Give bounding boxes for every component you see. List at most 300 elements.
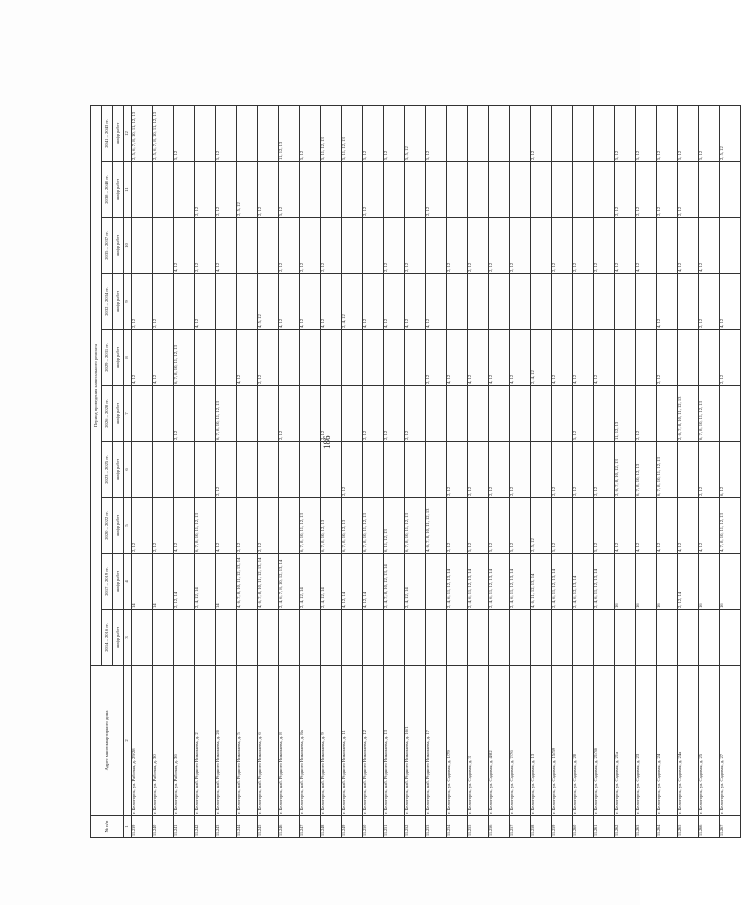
work-codes-cell: [153, 610, 174, 666]
work-codes-cell: [594, 610, 615, 666]
work-codes-cell: [300, 330, 321, 386]
work-codes-cell: [531, 442, 552, 498]
period-header: 2041 – 2043 гг.: [102, 105, 113, 161]
work-codes-cell: [342, 386, 363, 442]
work-codes-cell: [510, 610, 531, 666]
row-number: 11.258: [531, 816, 552, 838]
work-codes-cell: [615, 610, 636, 666]
work-codes-cell: 2, 12: [384, 386, 405, 442]
work-codes-cell: 4, 12: [384, 274, 405, 330]
work-codes-cell: [405, 442, 426, 498]
work-codes-cell: 4, 12: [636, 498, 657, 554]
work-codes-cell: 2, 12: [594, 218, 615, 274]
work-codes-cell: 2, 4, 7, 8, 10, 12, 13, 14: [384, 554, 405, 610]
work-codes-cell: 4, 12, 14: [363, 554, 384, 610]
period-header: 2017 – 2019 гг.: [102, 554, 113, 610]
work-codes-cell: 4, 12: [657, 498, 678, 554]
column-number: 9: [124, 274, 132, 330]
work-codes-cell: 2, 12: [258, 498, 279, 554]
work-codes-cell: [426, 610, 447, 666]
work-codes-cell: 4, 12: [699, 498, 720, 554]
work-codes-cell: [510, 386, 531, 442]
work-codes-cell: 4, 12: [720, 274, 741, 330]
column-number-row: [124, 105, 132, 837]
row-number: 11.262: [615, 816, 636, 838]
row-address: г. Белогорск, ул. Садовая, д. 7/76: [510, 666, 531, 816]
work-codes-cell: 5, 12: [489, 498, 510, 554]
work-codes-cell: [594, 162, 615, 218]
work-codes-cell: 2, 12: [636, 162, 657, 218]
work-codes-cell: 5, 12: [678, 105, 699, 161]
work-codes-cell: 2, 4, 12: [342, 274, 363, 330]
table-row: [489, 105, 510, 837]
work-codes-cell: [552, 105, 573, 161]
row-number: 11.245: [258, 816, 279, 838]
page-number: 186: [322, 435, 332, 449]
work-codes-cell: 2, 12: [132, 274, 153, 330]
work-codes-cell: 4, 12: [237, 330, 258, 386]
work-codes-cell: 2, 12: [405, 218, 426, 274]
work-codes-cell: 4, 12: [216, 218, 237, 274]
table-row: [300, 105, 321, 837]
work-codes-cell: 4, 12: [279, 274, 300, 330]
work-codes-cell: [405, 330, 426, 386]
sub-header: шифр работ: [113, 162, 124, 218]
row-number: 11.255: [468, 816, 489, 838]
work-codes-cell: [174, 274, 195, 330]
work-codes-cell: 4, 6, 7, 8, 10, 11, 12, 13, 14: [258, 554, 279, 610]
work-codes-cell: [237, 386, 258, 442]
work-codes-cell: [531, 162, 552, 218]
work-codes-cell: [237, 218, 258, 274]
work-codes-cell: 5, 5, 12: [405, 105, 426, 161]
table-row: [657, 105, 678, 837]
work-codes-cell: [153, 162, 174, 218]
work-codes-cell: 4, 12: [657, 274, 678, 330]
column-number: 10: [124, 218, 132, 274]
work-codes-cell: 5, 12: [468, 498, 489, 554]
work-codes-cell: 2, 12: [468, 442, 489, 498]
work-codes-cell: 2, 4, 6, 12, 13, 14: [573, 554, 594, 610]
period-header: 2029 – 2031 гг.: [102, 330, 113, 386]
work-codes-cell: 2, 4, 6, 11, 12, 13, 14: [510, 554, 531, 610]
work-codes-cell: [573, 274, 594, 330]
sub-header: шифр работ: [113, 554, 124, 610]
work-codes-cell: 4, 12: [636, 218, 657, 274]
work-codes-cell: [195, 105, 216, 161]
work-codes-cell: [699, 330, 720, 386]
work-codes-cell: 6, 11, 12, 13: [384, 498, 405, 554]
work-codes-cell: 2, 12: [279, 386, 300, 442]
work-codes-cell: [489, 162, 510, 218]
table-row: [699, 105, 720, 837]
work-codes-cell: [300, 162, 321, 218]
work-codes-cell: [699, 610, 720, 666]
work-codes-cell: 2, 12: [405, 386, 426, 442]
row-number: 11.239: [132, 816, 153, 838]
row-number: 11.264: [657, 816, 678, 838]
table-row: [636, 105, 657, 837]
row-number: 11.261: [594, 816, 615, 838]
work-codes-cell: 5, 12: [279, 162, 300, 218]
work-codes-cell: [384, 610, 405, 666]
row-address: г. Белогорск, ул. Садовая, д. 1/79: [447, 666, 468, 816]
work-codes-cell: 2, 12: [489, 442, 510, 498]
row-number: 11.249: [342, 816, 363, 838]
work-codes-cell: 5, 12: [636, 105, 657, 161]
work-codes-cell: 14: [216, 554, 237, 610]
row-address: г. Белогорск, ул. Садовая, д. 24а: [678, 666, 699, 816]
work-codes-cell: [342, 218, 363, 274]
work-codes-cell: [321, 442, 342, 498]
table-row: [510, 105, 531, 837]
work-codes-cell: [678, 442, 699, 498]
work-codes-cell: 4, 12: [321, 274, 342, 330]
row-number: 11.263: [636, 816, 657, 838]
row-number: 11.240: [153, 816, 174, 838]
work-codes-cell: [153, 386, 174, 442]
work-codes-cell: [678, 330, 699, 386]
header-num: № п/п: [91, 816, 124, 838]
work-codes-cell: 6, 7, 8, 10, 11, 12, 13: [300, 498, 321, 554]
work-codes-cell: 2, 4, 12, 14: [195, 554, 216, 610]
row-number: 11.265: [678, 816, 699, 838]
row-address: г. Белогорск, наб. Родного Николаева, д. 17: [426, 666, 447, 816]
work-codes-cell: 2, 12: [342, 442, 363, 498]
work-codes-cell: 2, 12: [657, 162, 678, 218]
capital-repair-schedule-table: [90, 105, 741, 838]
row-number: 11.254: [447, 816, 468, 838]
table-row: [468, 105, 489, 837]
work-codes-cell: [552, 274, 573, 330]
work-codes-cell: 2, 12: [552, 442, 573, 498]
work-codes-cell: [363, 610, 384, 666]
work-codes-cell: 2, 4, 12, 14: [321, 554, 342, 610]
row-number: 11.253: [426, 816, 447, 838]
work-codes-cell: 2, 4, 12: [531, 330, 552, 386]
column-number: 8: [124, 330, 132, 386]
work-codes-cell: 2, 12: [636, 386, 657, 442]
table-row: [363, 105, 384, 837]
work-codes-cell: 4, 12: [615, 498, 636, 554]
work-codes-cell: 2, 5, 6, 7, 8, 10, 11, 12, 13: [153, 105, 174, 161]
work-codes-cell: [195, 442, 216, 498]
work-codes-cell: 2, 12: [258, 162, 279, 218]
column-number: 2: [124, 666, 132, 816]
period-header: 2023 – 2025 гг.: [102, 442, 113, 498]
work-codes-cell: [468, 105, 489, 161]
work-codes-cell: 5, 12: [594, 498, 615, 554]
row-address: г. Белогорск, наб. Родного Николаева, д. 12: [363, 666, 384, 816]
row-address: г. Белогорск, ул. Садовая, д. 4/82: [489, 666, 510, 816]
work-codes-cell: [510, 105, 531, 161]
sub-header: шифр работ: [113, 330, 124, 386]
work-codes-cell: 2, 4, 12, 14: [300, 554, 321, 610]
work-codes-cell: 16: [636, 554, 657, 610]
work-codes-cell: [447, 386, 468, 442]
work-codes-cell: 6, 7, 8, 10, 11, 12, 13: [174, 330, 195, 386]
work-codes-cell: [342, 610, 363, 666]
work-codes-cell: [195, 330, 216, 386]
row-number: 11.259: [552, 816, 573, 838]
work-codes-cell: 6, 7, 8, 10, 12, 13: [321, 498, 342, 554]
work-codes-cell: [552, 386, 573, 442]
work-codes-cell: [300, 442, 321, 498]
work-codes-cell: 5, 12: [384, 105, 405, 161]
work-codes-cell: 4, 6, 7, 8, 10, 11, 12, 13, 14: [237, 554, 258, 610]
work-codes-cell: [132, 386, 153, 442]
work-codes-cell: 2, 12: [279, 218, 300, 274]
work-codes-cell: [720, 218, 741, 274]
work-codes-cell: [216, 610, 237, 666]
work-codes-cell: [489, 105, 510, 161]
work-codes-cell: 16: [699, 554, 720, 610]
work-codes-cell: [447, 610, 468, 666]
column-number: 11: [124, 162, 132, 218]
work-codes-cell: 2, 12: [678, 162, 699, 218]
work-codes-cell: [132, 610, 153, 666]
table-row: [279, 105, 300, 837]
work-codes-cell: 4, 7, 8, 10, 11, 12, 13: [720, 498, 741, 554]
row-address: г. Белогорск, ул. Рабочая, д. 29/28: [132, 666, 153, 816]
work-codes-cell: 2, 4, 6, 11, 12, 13, 14: [552, 554, 573, 610]
row-address: г. Белогорск, наб. Родного Николаева, д. 5: [237, 666, 258, 816]
work-codes-cell: [426, 386, 447, 442]
work-codes-cell: [237, 610, 258, 666]
work-codes-cell: 4, 12: [615, 218, 636, 274]
work-codes-cell: [594, 274, 615, 330]
work-codes-cell: 2, 4, 6, 11, 12, 13, 14: [447, 554, 468, 610]
row-address: г. Белогорск, ул. Рабочая, д. 36: [174, 666, 195, 816]
work-codes-cell: [531, 386, 552, 442]
work-codes-cell: 6, 7, 8, 10, 11, 12, 13: [657, 442, 678, 498]
work-codes-cell: [489, 610, 510, 666]
row-number: 11.257: [510, 816, 531, 838]
table-row: [174, 105, 195, 837]
table-row: [132, 105, 153, 837]
work-codes-cell: 2, 12: [447, 498, 468, 554]
work-codes-cell: 14: [132, 554, 153, 610]
work-codes-cell: 2, 12: [531, 105, 552, 161]
work-codes-cell: [300, 610, 321, 666]
column-number: 5: [124, 498, 132, 554]
work-codes-cell: [426, 218, 447, 274]
work-codes-cell: 4, 12, 14: [342, 554, 363, 610]
work-codes-cell: 2, 12: [699, 274, 720, 330]
table-row: [405, 105, 426, 837]
work-codes-cell: [384, 330, 405, 386]
work-codes-cell: 2, 12, 14: [174, 554, 195, 610]
row-number: 11.243: [216, 816, 237, 838]
work-codes-cell: 4, 6, 7, 8, 10, 11, 12, 13: [426, 498, 447, 554]
work-codes-cell: 4, 12: [510, 330, 531, 386]
work-codes-cell: [174, 442, 195, 498]
work-codes-cell: 4, 5, 12: [258, 274, 279, 330]
work-codes-cell: 5, 12: [426, 105, 447, 161]
work-codes-cell: 4, 12: [426, 274, 447, 330]
work-codes-cell: [615, 274, 636, 330]
work-codes-cell: 2, 12: [153, 274, 174, 330]
table-row: [195, 105, 216, 837]
row-number: 11.252: [405, 816, 426, 838]
work-codes-cell: [132, 442, 153, 498]
work-codes-cell: 11, 12, 13: [279, 105, 300, 161]
row-address: г. Белогорск, наб. Родного Николаева, д. 9: [321, 666, 342, 816]
work-codes-cell: 2, 12: [363, 386, 384, 442]
work-codes-cell: [573, 498, 594, 554]
table-row: [321, 105, 342, 837]
work-codes-cell: 2, 12: [321, 218, 342, 274]
work-codes-cell: [678, 274, 699, 330]
work-codes-cell: 2, 12: [552, 218, 573, 274]
work-codes-cell: [531, 610, 552, 666]
work-codes-cell: [363, 442, 384, 498]
work-codes-cell: 5, 12: [510, 498, 531, 554]
row-address: г. Белогорск, наб. Родного Николаева, д. 2: [195, 666, 216, 816]
work-codes-cell: 2, 6, 7, 8, 10, 11, 12, 13: [678, 386, 699, 442]
work-codes-cell: 4, 12: [489, 330, 510, 386]
table-row: [216, 105, 237, 837]
table-row: [552, 105, 573, 837]
work-codes-cell: 2, 4, 6, 11, 12, 13, 14: [489, 554, 510, 610]
work-codes-cell: [720, 162, 741, 218]
table-row: [342, 105, 363, 837]
work-codes-cell: 2, 12: [195, 218, 216, 274]
work-codes-cell: 2, 12: [237, 498, 258, 554]
table-header: [91, 105, 132, 837]
work-codes-cell: 2, 12: [363, 162, 384, 218]
work-codes-cell: 2, 12: [195, 162, 216, 218]
row-number: 11.260: [573, 816, 594, 838]
work-codes-cell: 5, 11, 12, 13: [321, 105, 342, 161]
work-codes-cell: 5, 12: [573, 386, 594, 442]
work-codes-cell: [237, 105, 258, 161]
work-codes-cell: [447, 274, 468, 330]
work-codes-cell: [342, 162, 363, 218]
work-codes-cell: [678, 610, 699, 666]
work-codes-cell: [279, 610, 300, 666]
work-codes-cell: [657, 610, 678, 666]
work-codes-cell: 2, 12: [468, 218, 489, 274]
work-codes-cell: [258, 610, 279, 666]
table-row: [573, 105, 594, 837]
work-codes-cell: [237, 442, 258, 498]
work-codes-cell: 2, 12: [426, 330, 447, 386]
work-codes-cell: [384, 442, 405, 498]
work-codes-cell: [258, 105, 279, 161]
work-codes-cell: [174, 610, 195, 666]
work-codes-cell: [720, 386, 741, 442]
work-codes-cell: 2, 12: [321, 386, 342, 442]
sub-header: шифр работ: [113, 105, 124, 161]
work-codes-cell: 2, 12: [132, 498, 153, 554]
work-codes-cell: 5, 12: [615, 105, 636, 161]
row-address: г. Белогорск, ул. Садовая, д. 27: [720, 666, 741, 816]
work-codes-cell: [468, 162, 489, 218]
work-codes-cell: 2, 5, 12: [237, 162, 258, 218]
work-codes-cell: [426, 554, 447, 610]
work-codes-cell: 16: [615, 554, 636, 610]
work-codes-cell: [594, 386, 615, 442]
work-codes-cell: 6, 7, 8, 10, 12, 13: [636, 442, 657, 498]
row-number: 11.241: [174, 816, 195, 838]
work-codes-cell: 6, 12: [720, 442, 741, 498]
work-codes-cell: [384, 162, 405, 218]
work-codes-cell: 2, 12: [615, 162, 636, 218]
work-codes-cell: 4, 12: [678, 218, 699, 274]
work-codes-cell: [321, 610, 342, 666]
row-address: г. Белогорск, ул. Садовая, д. 13: [531, 666, 552, 816]
work-codes-cell: 4, 12: [594, 330, 615, 386]
row-address: г. Белогорск, наб. Родного Николаева, д. 6: [258, 666, 279, 816]
row-address: г. Белогорск, ул. Садовая, д. 15/59: [552, 666, 573, 816]
row-address: г. Белогорск, ул. Рабочая, д. 30: [153, 666, 174, 816]
work-codes-cell: [153, 442, 174, 498]
row-address: г. Белогорск, наб. Родного Николаева, д. 8: [279, 666, 300, 816]
table-row: [615, 105, 636, 837]
work-codes-cell: 2, 12: [573, 218, 594, 274]
work-codes-cell: [405, 610, 426, 666]
table-body: [132, 105, 741, 837]
row-address: г. Белогорск, ул. Садовая, д. 20: [573, 666, 594, 816]
work-codes-cell: 2, 12: [489, 218, 510, 274]
work-codes-cell: 2, 12: [720, 330, 741, 386]
work-codes-cell: 5, 12: [216, 105, 237, 161]
work-codes-cell: [573, 105, 594, 161]
table-row: [384, 105, 405, 837]
work-codes-cell: [699, 162, 720, 218]
row-number: 11.242: [195, 816, 216, 838]
work-codes-cell: 2, 6, 7, 8, 10, 12, 13: [615, 442, 636, 498]
work-codes-cell: 4, 12: [174, 498, 195, 554]
table-row: [237, 105, 258, 837]
work-codes-cell: 2, 4, 6, 7, 8, 10, 12, 13, 14: [279, 554, 300, 610]
work-codes-cell: 2, 12: [594, 442, 615, 498]
work-codes-cell: [468, 386, 489, 442]
work-codes-cell: 5, 11, 12, 13: [342, 105, 363, 161]
work-codes-cell: 16: [657, 554, 678, 610]
work-codes-cell: [552, 610, 573, 666]
work-codes-cell: 2, 12: [447, 442, 468, 498]
work-codes-cell: [573, 162, 594, 218]
work-codes-cell: 5, 12: [300, 105, 321, 161]
work-codes-cell: 5, 12: [552, 498, 573, 554]
work-codes-cell: [531, 218, 552, 274]
work-codes-cell: 4, 12: [216, 498, 237, 554]
work-codes-cell: 4, 12: [678, 498, 699, 554]
work-codes-cell: [342, 330, 363, 386]
column-number: 1: [124, 816, 132, 838]
work-codes-cell: 2, 12: [153, 498, 174, 554]
work-codes-cell: [132, 218, 153, 274]
row-number: 11.250: [363, 816, 384, 838]
sub-header: шифр работ: [113, 386, 124, 442]
sub-header: шифр работ: [113, 610, 124, 666]
work-codes-cell: 6, 7, 8, 10, 11, 12, 13: [363, 498, 384, 554]
work-codes-cell: [573, 610, 594, 666]
work-codes-cell: [216, 274, 237, 330]
table-row: [594, 105, 615, 837]
row-address: г. Белогорск, ул. Садовая, д. 21а: [615, 666, 636, 816]
table-row: [153, 105, 174, 837]
work-codes-cell: [258, 218, 279, 274]
work-codes-cell: [657, 218, 678, 274]
work-codes-cell: [279, 442, 300, 498]
work-codes-cell: 6, 7, 8, 10, 12, 13: [342, 498, 363, 554]
sub-header: шифр работ: [113, 274, 124, 330]
row-number: 11.251: [384, 816, 405, 838]
header-address: Адрес многоквартирного дома: [91, 666, 124, 816]
